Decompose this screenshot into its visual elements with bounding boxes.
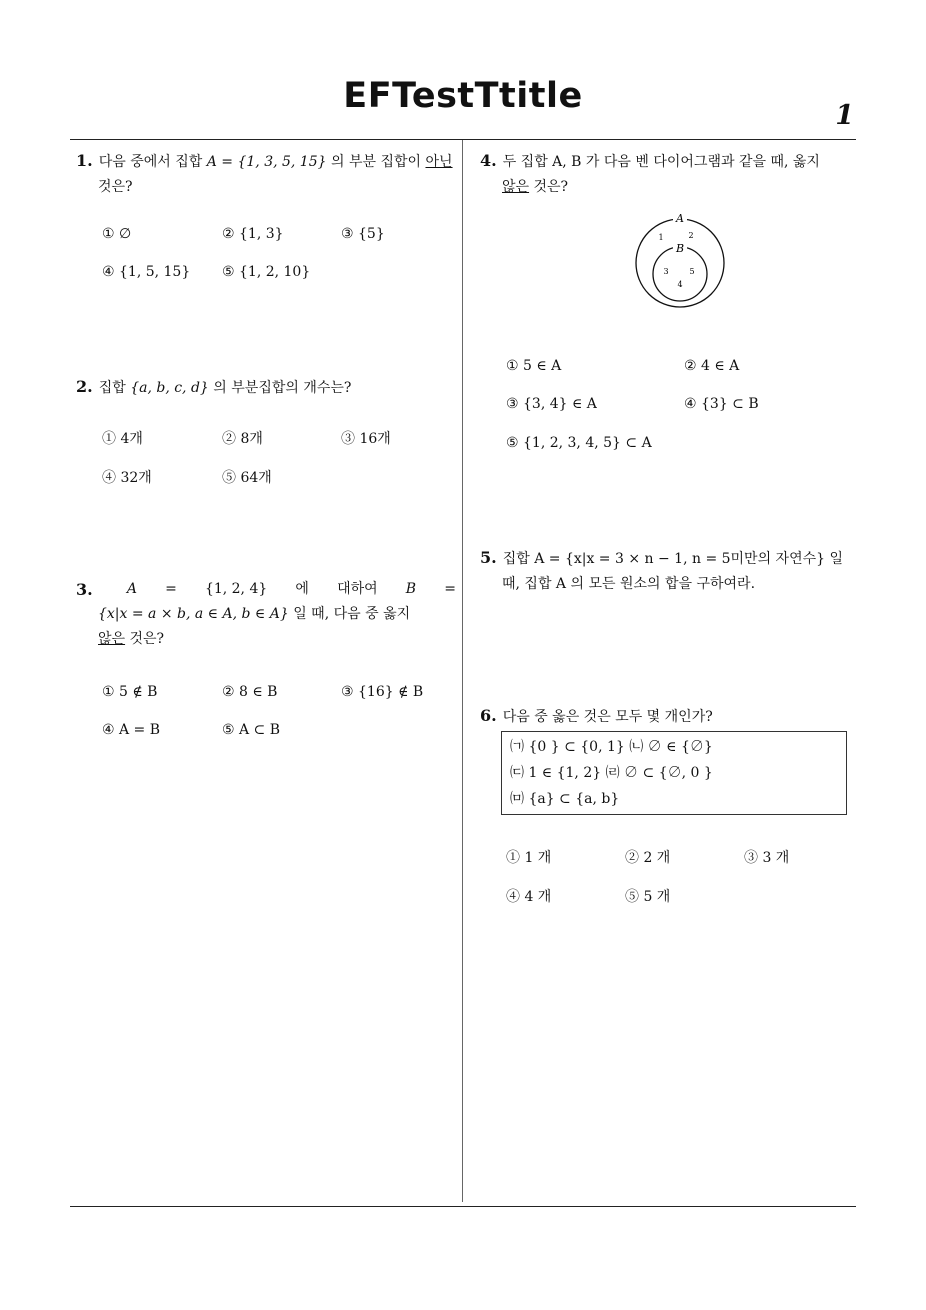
venn-element: 1 (658, 233, 664, 242)
statement-box (501, 731, 847, 815)
choice-3[interactable]: ③ {5} (341, 226, 385, 242)
choice-2[interactable]: ② 4 ∈ A (684, 358, 740, 374)
set-a-label: A (676, 212, 684, 225)
question-number: 6. (480, 706, 497, 725)
venn-diagram (628, 208, 732, 314)
question-text: 다음 중에서 집합 (98, 154, 207, 170)
top-rule (70, 139, 856, 140)
choice-1[interactable]: ① 4개 (102, 431, 143, 447)
set-b-label: B (675, 242, 685, 255)
choice-1[interactable]: ① 5 ∉ B (102, 684, 158, 700)
question-math: = (165, 581, 177, 597)
choice-5[interactable]: ⑤ 5 개 (625, 889, 671, 905)
question-text: 일 때, 다음 중 옳지 (288, 606, 411, 622)
choice-4[interactable]: ④ 32개 (102, 470, 152, 486)
underlined-word: 않은 (502, 179, 530, 195)
question-5 (480, 545, 860, 597)
choice-3[interactable]: ③ 3 개 (744, 850, 790, 866)
statement-line: ㈂ 1 ∈ {1, 2} ㈃ ∅ ⊂ {∅, 0 } (510, 765, 713, 781)
choice-1[interactable]: ① 5 ∈ A (506, 358, 562, 374)
question-math: {1, 2, 4} (204, 581, 268, 597)
statement-line: ㈄ {a} ⊂ {a, b} (510, 791, 620, 807)
choice-2[interactable]: ② 8개 (222, 431, 263, 447)
question-math: = (444, 581, 456, 597)
question-text: 대하여 (337, 581, 378, 597)
question-3 (76, 577, 456, 652)
set-a-circle (636, 219, 724, 307)
question-2 (76, 374, 460, 401)
question-text: 때, 집합 A 의 모든 원소의 합을 구하여라. (502, 576, 756, 592)
question-number: 3. (76, 580, 93, 599)
question-text: 집합 A = {x|x = 3 × n − 1, n = 5미만의 자연수} 일 (502, 551, 844, 567)
question-text: 의 부분 집합이 (326, 154, 426, 170)
question-text: 것은? (98, 179, 133, 195)
bottom-rule (70, 1206, 856, 1207)
choice-1[interactable]: ① 1 개 (506, 850, 552, 866)
page-number: 1 (835, 100, 854, 131)
venn-element: 4 (677, 280, 683, 289)
choice-3[interactable]: ③ 16개 (341, 431, 391, 447)
question-1 (76, 148, 460, 200)
choice-3[interactable]: ③ {16} ∉ B (341, 684, 424, 700)
underlined-word: 않은 (98, 631, 126, 647)
choice-2[interactable]: ② {1, 3} (222, 226, 284, 242)
choice-4[interactable]: ④ {3} ⊂ B (684, 396, 759, 412)
underlined-word: 아닌 (425, 154, 453, 170)
set-b-circle (653, 247, 707, 301)
question-text: 것은? (529, 179, 569, 195)
choice-3[interactable]: ③ {3, 4} ∈ A (506, 396, 597, 412)
choice-5[interactable]: ⑤ {1, 2, 10} (222, 264, 311, 280)
question-text: 의 부분집합의 개수는? (208, 380, 352, 396)
question-math: {a, b, c, d} (130, 380, 209, 396)
question-number: 2. (76, 377, 93, 396)
choice-1[interactable]: ① ∅ (102, 226, 132, 242)
choice-4[interactable]: ④ {1, 5, 15} (102, 264, 191, 280)
column-divider (462, 140, 463, 1202)
question-6 (480, 703, 860, 730)
choice-2[interactable]: ② 2 개 (625, 850, 671, 866)
question-number: 1. (76, 151, 93, 170)
choice-5[interactable]: ⑤ 64개 (222, 470, 272, 486)
question-text: 다음 중 옳은 것은 모두 몇 개인가? (502, 709, 713, 725)
statement-line: ㈀ {0 } ⊂ {0, 1} ㈁ ∅ ∈ {∅} (510, 739, 713, 755)
question-number: 5. (480, 548, 497, 567)
question-math: B (405, 581, 417, 597)
choice-4[interactable]: ④ A = B (102, 722, 161, 738)
question-math: A = {1, 3, 5, 15} (206, 154, 327, 170)
venn-element: 5 (689, 267, 695, 276)
question-text: 에 (295, 581, 309, 597)
question-text: 두 집합 A, B 가 다음 벤 다이어그램과 같을 때, 옳지 (502, 154, 820, 170)
choice-2[interactable]: ② 8 ∈ B (222, 684, 278, 700)
venn-element: 2 (688, 231, 694, 240)
question-math: A (126, 581, 137, 597)
question-text: 집합 (98, 380, 131, 396)
choice-5[interactable]: ⑤ A ⊂ B (222, 722, 281, 738)
choice-4[interactable]: ④ 4 개 (506, 889, 552, 905)
choice-5[interactable]: ⑤ {1, 2, 3, 4, 5} ⊂ A (506, 435, 652, 451)
question-math: {x|x = a × b, a ∈ A, b ∈ A} (98, 606, 289, 622)
question-number: 4. (480, 151, 497, 170)
question-4 (480, 148, 860, 200)
question-text: 것은? (125, 631, 165, 647)
venn-element: 3 (663, 267, 669, 276)
page-title: EFTestTtitle (343, 76, 583, 116)
